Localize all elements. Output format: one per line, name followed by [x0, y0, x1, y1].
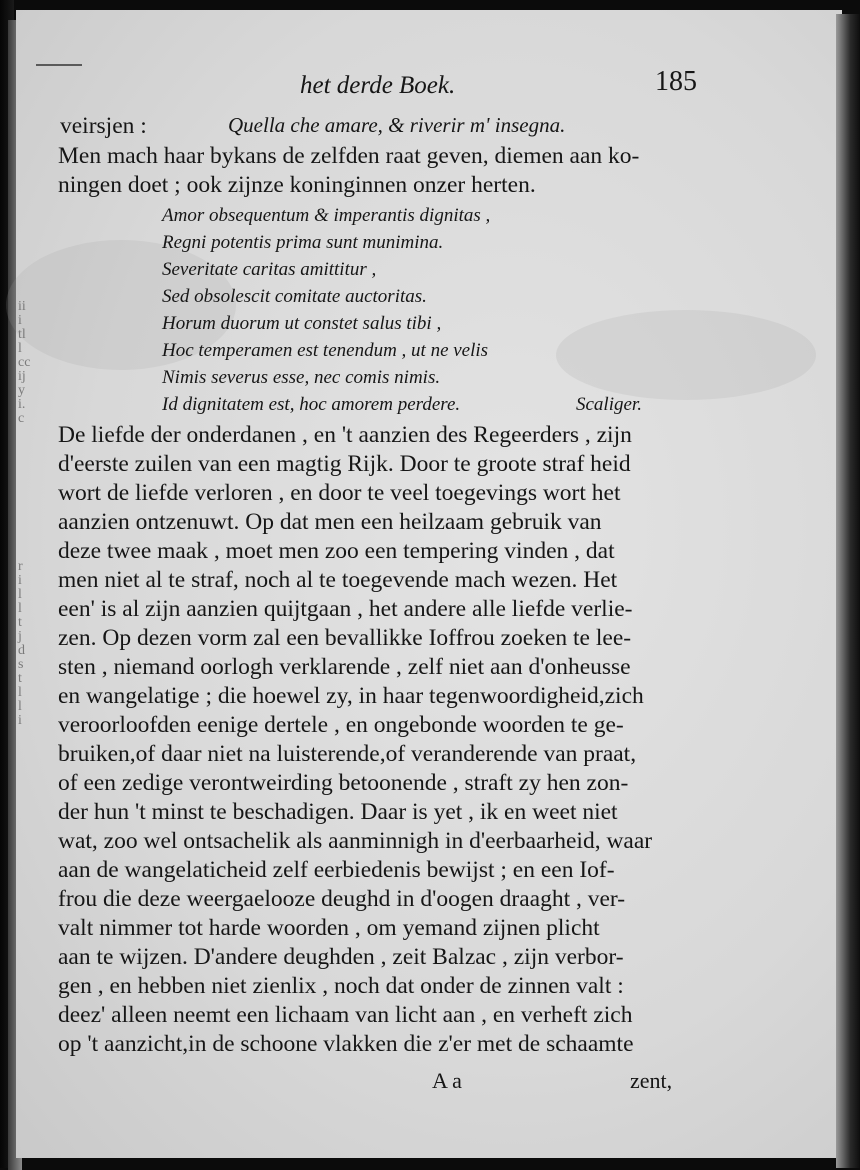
text-line: men niet al te straf, noch al te toegevende mach wezen. Het [58, 567, 618, 593]
text-line: veroorloofden eenige dertele , en ongebonde woorden te ge- [58, 712, 624, 738]
verse-line: Amor obsequentum & imperantis dignitas , [162, 205, 491, 226]
text-line: of een zedige verontweirding betoonende , straft zy hen zon- [58, 770, 629, 796]
header-rule [36, 64, 82, 66]
text-line: aan te wijzen. D'andere deughden , zeit Balzac , zijn verbor- [58, 944, 624, 970]
text-line: op 't aanzicht,in de schoone vlakken die z'er met de schaamte [58, 1031, 634, 1057]
text-line: bruiken,of daar niet na luisterende,of veranderende van praat, [58, 741, 637, 767]
motto-lead: veirsjen : [60, 113, 147, 139]
text-line: wat, zoo wel ontsachelik als aanminnigh in d'eerbaarheid, waar [58, 828, 653, 854]
page-number: 185 [655, 66, 697, 97]
catchword: zent, [630, 1068, 673, 1093]
verse-author: Scaliger. [576, 394, 642, 415]
verse-line: Nimis severus esse, nec comis nimis. [162, 367, 441, 388]
verse-line: Id dignitatem est, hoc amorem perdere. [162, 394, 461, 415]
verse-line: Hoc temperamen est tenendum , ut ne velis [162, 340, 489, 361]
text-line: De liefde der onderdanen , en 't aanzien des Regeerders , zijn [58, 422, 632, 448]
text-line: sten , niemand oorlogh verklarende , zelf niet aan d'onheusse [58, 654, 631, 680]
text-line: wort de liefde verloren , en door te veel toegevings wort het [58, 480, 621, 506]
running-title: het derde Boek. [300, 72, 456, 99]
motto-quote: Quella che amare, & riverir m' insegna. [228, 113, 566, 137]
verse-line: Sed obsolescit comitate auctoritas. [162, 286, 427, 307]
text-line: en wangelatige ; die hoewel zy, in haar tegenwoordigheid,zich [58, 683, 644, 709]
verse-line: Regni potentis prima sunt munimina. [162, 232, 444, 253]
verse-line: Horum duorum ut constet salus tibi , [162, 313, 442, 334]
text-line: aanzien ontzenuwt. Op dat men een heilzaam gebruik van [58, 509, 602, 535]
text-line: ningen doet ; ook zijnze koninginnen onzer herten. [58, 172, 536, 198]
text-line: Men mach haar bykans de zelfden raat geven, diemen aan ko- [58, 143, 640, 169]
water-stain [556, 310, 816, 400]
bleed-through-marks: r i l l t j d s t l l i [18, 559, 25, 728]
text-line: een' is al zijn aanzien quijtgaan , het andere alle liefde verlie- [58, 596, 633, 622]
bleed-through-marks: ii i tl l cc ij y i. c [18, 299, 31, 426]
right-page-edge [836, 14, 860, 1168]
text-line: valt nimmer tot harde woorden , om yemand zijnen plicht [58, 915, 600, 941]
text-line: gen , en hebben niet zienlix , noch dat onder de zinnen valt : [58, 973, 624, 999]
text-line: aan de wangelaticheid zelf eerbiedenis bewijst ; en een Iof- [58, 857, 615, 883]
text-line: der hun 't minst te beschadigen. Daar is yet , ik en weet niet [58, 799, 618, 825]
text-line: deze twee maak , moet men zoo een tempering vinden , dat [58, 538, 615, 564]
text-line: frou die deze weergaelooze deughd in d'oogen draaght , ver- [58, 886, 626, 912]
text-line: deez' alleen neemt een lichaam van licht aan , en verheft zich [58, 1002, 633, 1028]
text-line: d'eerste zuilen van een magtig Rijk. Door te groote straf heid [58, 451, 631, 477]
text-line: zen. Op dezen vorm zal een bevallikke Ioffrou zoeken te lee- [58, 625, 632, 651]
printer-signature: A a [432, 1068, 462, 1093]
verse-line: Severitate caritas amittitur , [162, 259, 377, 280]
